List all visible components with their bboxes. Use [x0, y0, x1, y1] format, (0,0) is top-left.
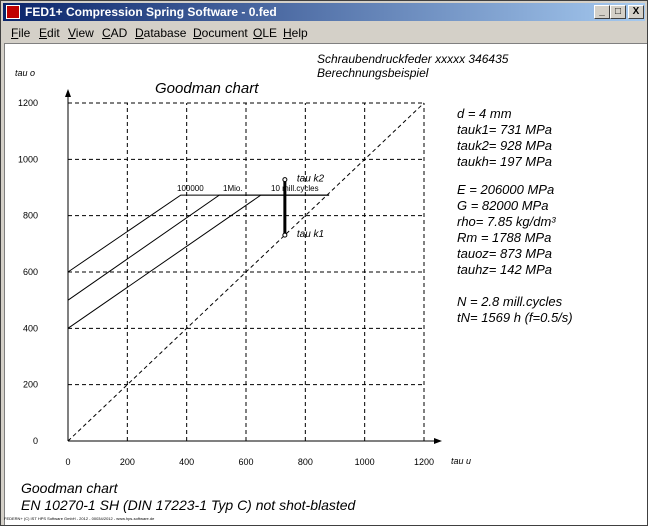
x-tick-label: 200 [119, 457, 135, 467]
y-tick-label: 800 [22, 210, 38, 221]
x-tick-label: 600 [238, 457, 254, 467]
parameter-line: taukh= 197 MPa [457, 154, 553, 169]
parameter-line: tauk1= 731 MPa [457, 122, 553, 137]
parameter-line: d = 4 mm [457, 106, 512, 121]
curve-label-100000: 100000 [177, 184, 204, 194]
parameter-line: G = 82000 MPa [457, 198, 549, 213]
parameter-line: tauoz= 873 MPa [457, 246, 553, 261]
menu-edit[interactable]: Edit [39, 26, 60, 40]
x-tick-label: 400 [179, 457, 195, 467]
y-tick-label: 600 [22, 267, 38, 277]
x-tick-label: 0 [65, 457, 71, 467]
parameter-line: tauk2= 928 MPa [457, 138, 553, 153]
x-axis-arrow [434, 438, 442, 444]
x-tick-label: 1200 [413, 457, 435, 467]
menu-bar [3, 23, 645, 42]
menu-file[interactable]: File [11, 26, 31, 40]
y-tick-label: 1000 [17, 154, 38, 165]
curve-label-10mill: 10 mill.cycles [271, 184, 319, 194]
tau-k1-label: tau k1 [296, 229, 325, 241]
chart-title: Goodman chart [155, 80, 259, 97]
y-tick-label: 200 [22, 379, 38, 390]
title-bar[interactable] [3, 3, 645, 21]
menu-help[interactable]: Help [283, 26, 308, 40]
spring-app-icon [6, 5, 20, 19]
copyright-note: FEDERN+ (C) IST HPS Software GmbH - 2012 - 00034/2012 - www.hps-software.de [4, 516, 155, 521]
menu-ole[interactable]: OLE [253, 26, 278, 40]
y-tick-label: 1200 [17, 98, 38, 108]
parameter-line: tN= 1569 h (f=0.5/s) [457, 310, 573, 325]
footer-title: Goodman chart [21, 480, 118, 496]
goodman-chart [5, 44, 647, 525]
y-tick-label: 400 [22, 323, 38, 334]
parameter-line: tauhz= 142 MPa [457, 262, 553, 277]
header-line-1: Schraubendruckfeder xxxxx 346435 [317, 52, 509, 66]
tau-k2-point [283, 178, 287, 182]
menu-cad[interactable]: CAD [102, 26, 128, 40]
goodman-curve [68, 195, 329, 272]
y-axis-label: tau o [15, 68, 36, 78]
menu-view[interactable]: View [68, 26, 94, 40]
parameter-line: rho= 7.85 kg/dm³ [457, 214, 556, 229]
x-axis-label: tau u [451, 456, 472, 466]
tau-k1-point [283, 233, 287, 237]
minimize-button[interactable]: _ [594, 5, 610, 19]
goodman-curve [68, 195, 329, 328]
close-button[interactable]: X [628, 5, 644, 19]
goodman-curve [68, 195, 329, 300]
menu-document[interactable]: Document [193, 26, 248, 40]
menu-database[interactable]: Database [135, 26, 187, 40]
maximize-button[interactable]: □ [610, 5, 626, 19]
y-tick-label: 0 [32, 436, 38, 446]
parameter-line: N = 2.8 mill.cycles [457, 294, 563, 309]
window-title: FED1+ Compression Spring Software - 0.fed [25, 5, 277, 19]
y-axis-arrow [65, 89, 71, 97]
drawing-canvas[interactable] [4, 43, 647, 525]
parameter-line: E = 206000 MPa [457, 182, 555, 197]
x-tick-label: 800 [297, 457, 313, 467]
x-tick-label: 1000 [354, 457, 375, 467]
tau-k2-label: tau k2 [296, 173, 325, 185]
parameter-line: Rm = 1788 MPa [457, 230, 552, 245]
header-line-2: Berechnungsbeispiel [317, 66, 429, 80]
footer-material: EN 10270-1 SH (DIN 17223-1 Typ C) not shot-blasted [21, 497, 356, 513]
curve-label-1mio: 1Mio. [223, 184, 243, 194]
